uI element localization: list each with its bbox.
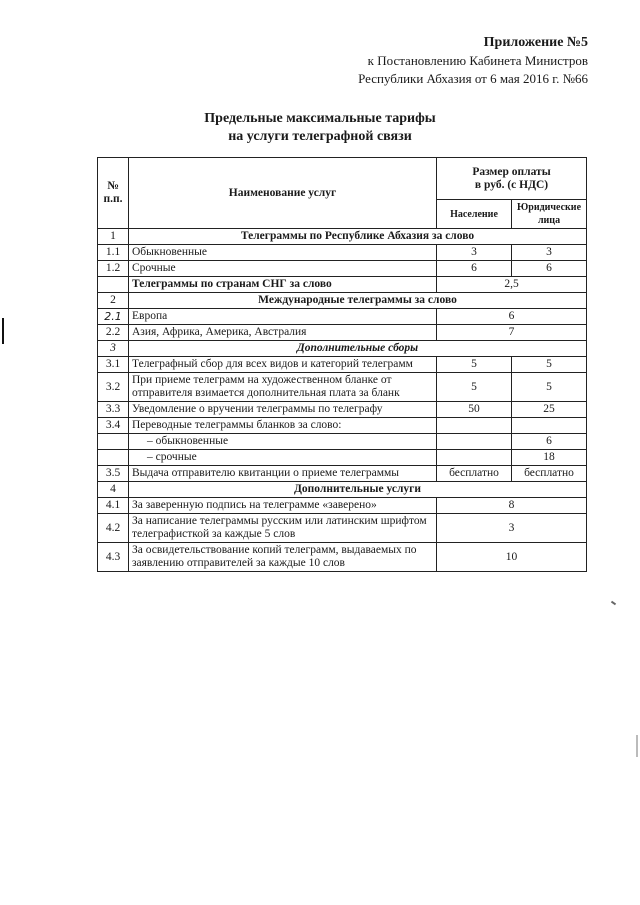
document-title-line-2: на услуги телеграфной связи <box>228 129 412 144</box>
table-row <box>98 245 587 261</box>
row-service: – срочные <box>129 450 437 466</box>
section-row-1 <box>98 229 587 245</box>
row-population-empty <box>437 434 512 450</box>
section-number: 1 <box>98 229 129 245</box>
row-service: За написание телеграммы русским или латинским шрифтом телеграфисткой за каждые 5 слов <box>129 514 437 543</box>
row-legal: 5 <box>512 373 587 402</box>
table-row <box>98 261 587 277</box>
table-row <box>98 466 587 482</box>
header-service-name: Наименование услуг <box>129 158 437 229</box>
appendix-title: Приложение №5 <box>483 35 588 50</box>
table-row <box>98 402 587 418</box>
row-service: За заверенную подпись на телеграмме «заверено» <box>129 498 437 514</box>
row-service: Переводные телеграммы бланков за слово: <box>129 418 437 434</box>
section-title: Телеграммы по Республике Абхазия за слово <box>129 229 587 245</box>
row-legal: 5 <box>512 357 587 373</box>
table-row <box>98 514 587 543</box>
row-value: 3 <box>437 514 587 543</box>
row-service: Телеграфный сбор для всех видов и категорий телеграмм <box>129 357 437 373</box>
row-number-empty <box>98 277 129 293</box>
header-legal: Юридические лица <box>512 200 587 229</box>
table-row <box>98 357 587 373</box>
table-row <box>98 498 587 514</box>
row-service: Европа <box>129 309 437 325</box>
table-row <box>98 309 587 325</box>
row-number: 4.1 <box>98 498 129 514</box>
scan-edge-mark <box>636 735 638 757</box>
row-legal: 25 <box>512 402 587 418</box>
section-number: 2 <box>98 293 129 309</box>
section-title: Дополнительные сборы <box>129 341 587 357</box>
row-population-empty <box>437 418 512 434</box>
row-number: 3.4 <box>98 418 129 434</box>
tariff-table <box>97 157 587 572</box>
section-row-3 <box>98 341 587 357</box>
document-title-line-1: Предельные максимальные тарифы <box>204 111 436 126</box>
table-row <box>98 418 587 434</box>
header-payment-line-1: Размер оплаты <box>472 165 551 178</box>
row-service: Срочные <box>129 261 437 277</box>
header-number-line-1: № <box>107 180 119 192</box>
row-number: 3.2 <box>98 373 129 402</box>
row-population: 3 <box>437 245 512 261</box>
row-value: 10 <box>437 543 587 572</box>
row-legal: 18 <box>512 450 587 466</box>
row-legal: 6 <box>512 434 587 450</box>
row-service: Телеграммы по странам СНГ за слово <box>129 277 437 293</box>
table-row <box>98 450 587 466</box>
row-service: За освидетельствование копий телеграмм, выдаваемых по заявлению отправителей за каждые 10 слов <box>129 543 437 572</box>
table-row-cis <box>98 277 587 293</box>
row-population: 50 <box>437 402 512 418</box>
row-legal: бесплатно <box>512 466 587 482</box>
row-number: 1.2 <box>98 261 129 277</box>
section-row-4 <box>98 482 587 498</box>
header-payment <box>437 158 587 200</box>
row-number: 2.1 <box>98 309 129 325</box>
section-title: Дополнительные услуги <box>129 482 587 498</box>
section-title: Международные телеграммы за слово <box>129 293 587 309</box>
row-population: 5 <box>437 373 512 402</box>
row-legal: 3 <box>512 245 587 261</box>
row-number: 4.3 <box>98 543 129 572</box>
header-number <box>98 158 129 229</box>
margin-mark <box>2 318 4 344</box>
row-value: 2,5 <box>437 277 587 293</box>
row-service: При приеме телеграмм на художественном бланке от отправителя взимается дополнительная плата за бланк <box>129 373 437 402</box>
row-number: 4.2 <box>98 514 129 543</box>
appendix-header <box>358 34 588 88</box>
row-value: 6 <box>437 309 587 325</box>
row-population: бесплатно <box>437 466 512 482</box>
header-row <box>98 158 587 200</box>
row-population: 6 <box>437 261 512 277</box>
row-service: Азия, Африка, Америка, Австралия <box>129 325 437 341</box>
row-population: 5 <box>437 357 512 373</box>
table-row <box>98 325 587 341</box>
row-population-empty <box>437 450 512 466</box>
row-value: 7 <box>437 325 587 341</box>
header-payment-line-2: в руб. (с НДС) <box>474 178 549 191</box>
appendix-line-1: к Постановлению Кабинета Министров <box>367 53 588 68</box>
scan-mark <box>611 601 616 606</box>
row-number: 3.3 <box>98 402 129 418</box>
row-legal-empty <box>512 418 587 434</box>
row-number: 3.5 <box>98 466 129 482</box>
section-row-2 <box>98 293 587 309</box>
section-number: 3 <box>98 341 129 357</box>
row-service: – обыкновенные <box>129 434 437 450</box>
header-number-line-2: п.п. <box>103 193 123 205</box>
row-number-empty <box>98 434 129 450</box>
row-service: Обыкновенные <box>129 245 437 261</box>
header-population: Население <box>437 200 512 229</box>
table-row <box>98 373 587 402</box>
row-service: Уведомление о вручении телеграммы по телеграфу <box>129 402 437 418</box>
section-number: 4 <box>98 482 129 498</box>
table-row <box>98 434 587 450</box>
row-number: 2.2 <box>98 325 129 341</box>
row-number: 3.1 <box>98 357 129 373</box>
row-number: 1.1 <box>98 245 129 261</box>
row-service: Выдача отправителю квитанции о приеме телеграммы <box>129 466 437 482</box>
row-legal: 6 <box>512 261 587 277</box>
row-number-empty <box>98 450 129 466</box>
table-row <box>98 543 587 572</box>
appendix-line-2: Республики Абхазия от 6 мая 2016 г. №66 <box>358 71 588 86</box>
row-value: 8 <box>437 498 587 514</box>
document-title <box>0 110 640 146</box>
